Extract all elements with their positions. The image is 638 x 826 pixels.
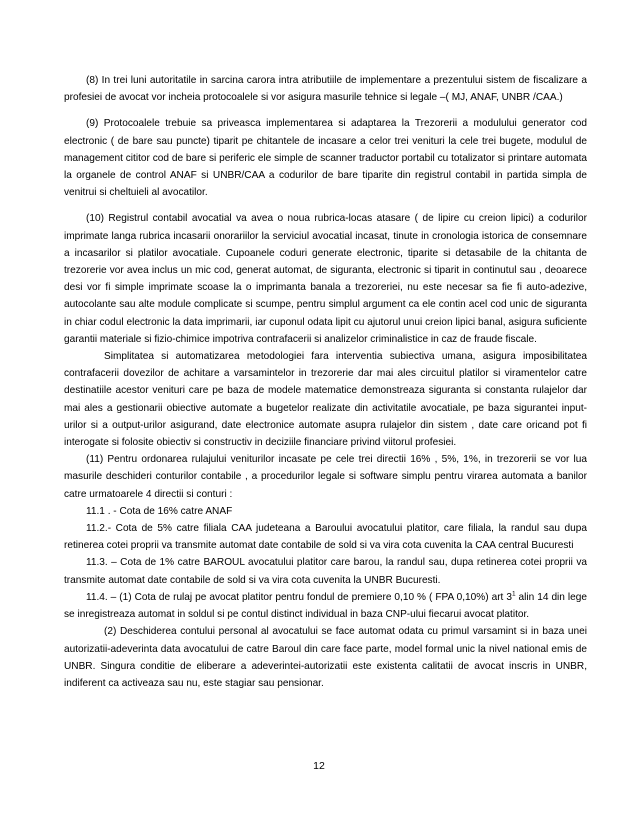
paragraph-11: (11) Pentru ordonarea rulajului veniturilor incasate pe cele trei directii 16% , 5%, 1%, in trezorerii se vor lua masurile deschideri conturilor contabile , a procedurilor legale si software simplu pentru virarea automata a banilor catre urmatoarele 4 directii si conturi : bbox=[64, 454, 587, 500]
paragraph-10-simplitatea: Simplitatea si automatizarea metodologiei fara interventia subiectiva umana, asigura imposibilitatea contrafacerii dovezilor de achitare a varsamintelor in trezorerie dar mai ales circuitul platilor si viramentelor catre destinatiile acestor venituri care pe baza de modele matematice demonstreaza siguranta si constanta rulajelor dar mai ales a gestionarii obiective automate a bugetelor realizate din activitatile avocatiale, pe baza sigurantei input-urilor si a output-urilor asigurand, date electronice automate asupra rulajelor din sistem , date care oricand pot fi interogate si folosite obiectiv si constructiv in deciziile financiare privind viitorul profesiei. bbox=[64, 351, 587, 449]
paragraph-11-4-part-b: alin 14 din lege se inregistreaza automat in soldul si pe contul distinct individual in baza CNP-ului fiecarui avocat platitor. bbox=[64, 591, 587, 621]
paragraph-11-4 bbox=[64, 589, 587, 623]
paragraph-8: (8) In trei luni autoritatile in sarcina carora intra atributiile de implementare a prezentului sistem de fiscalizare a profesiei de avocat vor incheia protocoalele si vor asigura masurile tehnice si legale –( MJ, ANAF, UNBR /CAA.) bbox=[64, 75, 587, 104]
paragraph-11-4-part-a: 11.4. – (1) Cota de rulaj pe avocat platitor pentru fondul de premiere 0,10 % ( FPA 0,10%) art 3 bbox=[86, 591, 512, 603]
footnote-superscript: 1 bbox=[511, 590, 516, 598]
paragraph-11-4-2: (2) Deschiderea contului personal al avocatului se face automat odata cu primul varsamint si in baza unei autorizatii-adeverinta data avocatului de catre Baroul din care face parte, model formal unic la nivel national emis de UNBR. Singura conditie de eliberare a adeverintei-autorizatii este existenta calitatii de avocat inscris in UNBR, indiferent ca activeaza sau nu, este stagiar sau pensionar. bbox=[64, 626, 587, 689]
paragraph-11-3: 11.3. – Cota de 1% catre BAROUL avocatului platitor care barou, la randul sau, dupa retinerea cotei proprii va transmite automat date contabile de sold si va vira cota cuvenita la UNBR Bucuresti. bbox=[64, 557, 587, 586]
paragraph-11-1: 11.1 . - Cota de 16% catre ANAF bbox=[86, 505, 233, 517]
paragraph-10: (10) Registrul contabil avocatial va avea o noua rubrica-locas atasare ( de lipire cu creion lipici) a codurilor imprimate langa rubrica incasarii onorariilor la serviciul avocatial incasat, tinute in cronologia istorica de consemnare a incasarilor si platilor avocatiale. Cupoanele coduri generate electronic, tiparite si detasabile de la chitanta de trezorerie vor avea inclus un mic cod, generat automat, de siguranta, electronic si tiparit in continutul sau , deoarece desi vor fi simple imprimate scoase la o imprimanta banala a trezoreriei, nu este necesar sa fie fi auto-adezive, autocolante sau alte module complicate si scumpe, pentru simplul argument ca ele contin acel cod unic de siguranta in chiar codul electronic la data imprimarii, iar cuponul odata lipit cu ajutorul unui creion lipici banal, asigura suficiente garantii materiale si fizio-chimice impotriva contrafacerii si analizelor criminalistice in caz de fraude fiscale. bbox=[64, 213, 587, 345]
paragraph-9: (9) Protocoalele trebuie sa priveasca implementarea si adaptarea la Trezorerii a modulului generator cod electronic ( de bare sau puncte) tiparit pe chitantele de incasare a celor trei venituri la cele trei bugete, modulul de management cititor cod de bare si periferic ele simple de scanner traductor portabil cu totalizator si printare automata la organele de control ANAF si UNBR/CAA a codurilor de bare tiparite din registrul contabil in partida simpla de venitrui si cheltuieli al avocatilor. bbox=[64, 118, 587, 199]
paragraph-11-2: 11.2.- Cota de 5% catre filiala CAA judeteana a Baroului avocatului platitor, care filiala, la randul sau dupa retinerea cotei proprii va transmite automat date contabile de sold si va vira cota cuvenita la CAA central Bucuresti bbox=[64, 523, 587, 552]
page-number: 12 bbox=[313, 760, 325, 772]
